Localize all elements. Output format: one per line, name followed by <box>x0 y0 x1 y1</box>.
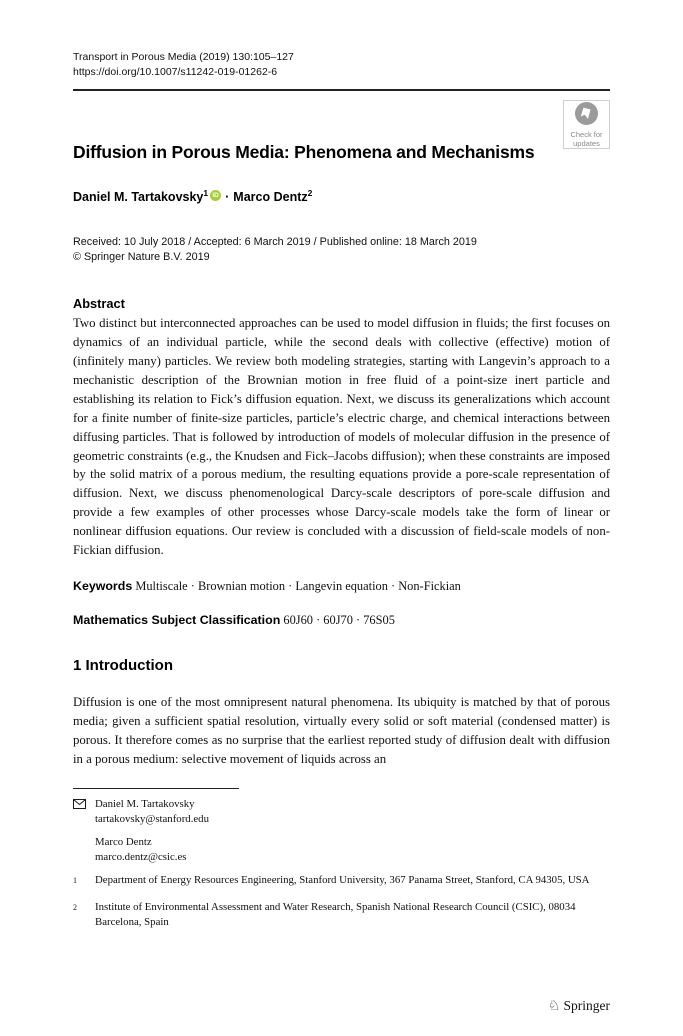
affiliation-1-number: 1 <box>73 875 77 885</box>
keywords-line <box>73 579 610 594</box>
badge-line1: Check for <box>570 130 603 139</box>
section-1-text: Diffusion is one of the most omnipresent natural phenomena. Its ubiquity is matched by that of porous media; given a sufficient spatial resolution, virtually every solid or soft material (condensed matter) is porous. It therefore comes as no surprise that the earliest reported study of diffusion dealt with diffusion in a porous medium: selective movement of liquids across an <box>73 694 610 766</box>
copyright-line: © Springer Nature B.V. 2019 <box>73 251 210 264</box>
correspondence-author-1 <box>73 797 610 827</box>
abstract-heading: Abstract <box>73 296 125 312</box>
affiliation-2-text: Institute of Environmental Assessment and Water Research, Spanish National Research Council (CSIC), 08034 Barcelona, Spain <box>95 901 576 929</box>
publisher-footer <box>548 998 610 1014</box>
affiliation-2-number: 2 <box>73 903 77 913</box>
abstract-text: Two distinct but interconnected approaches can be used to model diffusion in fluids; the first focuses on dynamics of an individual particle, while the second deals with collective (effective) motion of (infinitely many) particles. We review both modeling strategies, starting with Langevin’s approach to a mechanistic description of the Brownian motion in free fluid of a point-size inert particle and establishing its relation to Fick’s diffusion equation. Next, we discuss its generalizations which account for a finite number of finite-size particles, particle’s electric charge, and chemical interactions between diffusing particles. That is followed by introduction of models of molecular diffusion in the presence of geometric constraints (e.g., the Knudsen and Fick–Jacobs diffusion); when these constraints are imposed by the solid matrix of a porous medium, the resulting equations provide a pore-scale representation of diffusion. Next, we discuss phenomenological Darcy-scale descriptors of pore-scale diffusion and provide a few examples of other processes whose Darcy-scale models take the form of linear or nonlinear diffusion equations. Our review is concluded with a discussion of field-scale models of non-Fickian diffusion. <box>73 316 610 558</box>
correspondence-author-2 <box>73 835 610 865</box>
publisher-name: Springer <box>563 998 610 1013</box>
msc-label: Mathematics Subject Classification <box>73 612 281 627</box>
msc-value: 60J60 · 60J70 · 76S05 <box>283 612 395 627</box>
envelope-icon <box>73 797 95 827</box>
badge-line2: updates <box>573 138 600 148</box>
received-accepted-published: Received: 10 July 2018 / Accepted: 6 March 2019 / Published online: 18 March 2019 <box>73 236 477 249</box>
second-author-email[interactable]: marco.dentz@csic.es <box>95 850 187 863</box>
header-rule <box>73 89 610 91</box>
corresponding-author-email[interactable]: tartakovsky@stanford.edu <box>95 812 209 825</box>
msc-line <box>73 613 610 628</box>
orcid-icon[interactable]: iD <box>210 190 221 201</box>
keywords-label: Keywords <box>73 578 133 593</box>
journal-header <box>73 50 610 80</box>
second-author-name: Marco Dentz <box>95 835 152 848</box>
doi-link[interactable]: https://doi.org/10.1007/s11242-019-01262-6 <box>73 66 278 78</box>
author-line <box>73 188 610 204</box>
keywords-value: Multiscale · Brownian motion · Langevin equation · Non-Fickian <box>135 578 461 593</box>
footnote-rule <box>73 788 239 789</box>
author-2[interactable]: Marco Dentz$^2$ <box>233 188 313 205</box>
page-title: Diffusion in Porous Media: Phenomena and Mechanisms <box>73 142 535 162</box>
section-1-heading: 1 Introduction <box>73 656 173 674</box>
author-separator: · <box>225 190 230 205</box>
affiliation-1 <box>73 873 610 893</box>
check-updates-icon <box>574 101 599 131</box>
affiliation-1-text: Department of Energy Resources Engineering, Stanford University, 367 Panama Street, Stanford, CA 94305, USA <box>95 873 590 886</box>
springer-logo-icon: ♘ <box>547 998 561 1014</box>
author-1[interactable]: Daniel M. Tartakovsky$^1$ <box>73 188 209 205</box>
check-for-updates-badge[interactable] <box>563 100 610 149</box>
author-2-affiliation-mark: 2 <box>307 188 313 198</box>
author-1-affiliation-mark: 1 <box>203 188 209 198</box>
article-history <box>73 235 610 265</box>
affiliation-2 <box>73 900 610 930</box>
corresponding-author-name: Daniel M. Tartakovsky <box>95 797 195 810</box>
footnotes-block <box>73 797 610 931</box>
journal-citation: Transport in Porous Media (2019) 130:105–127 <box>73 51 294 63</box>
